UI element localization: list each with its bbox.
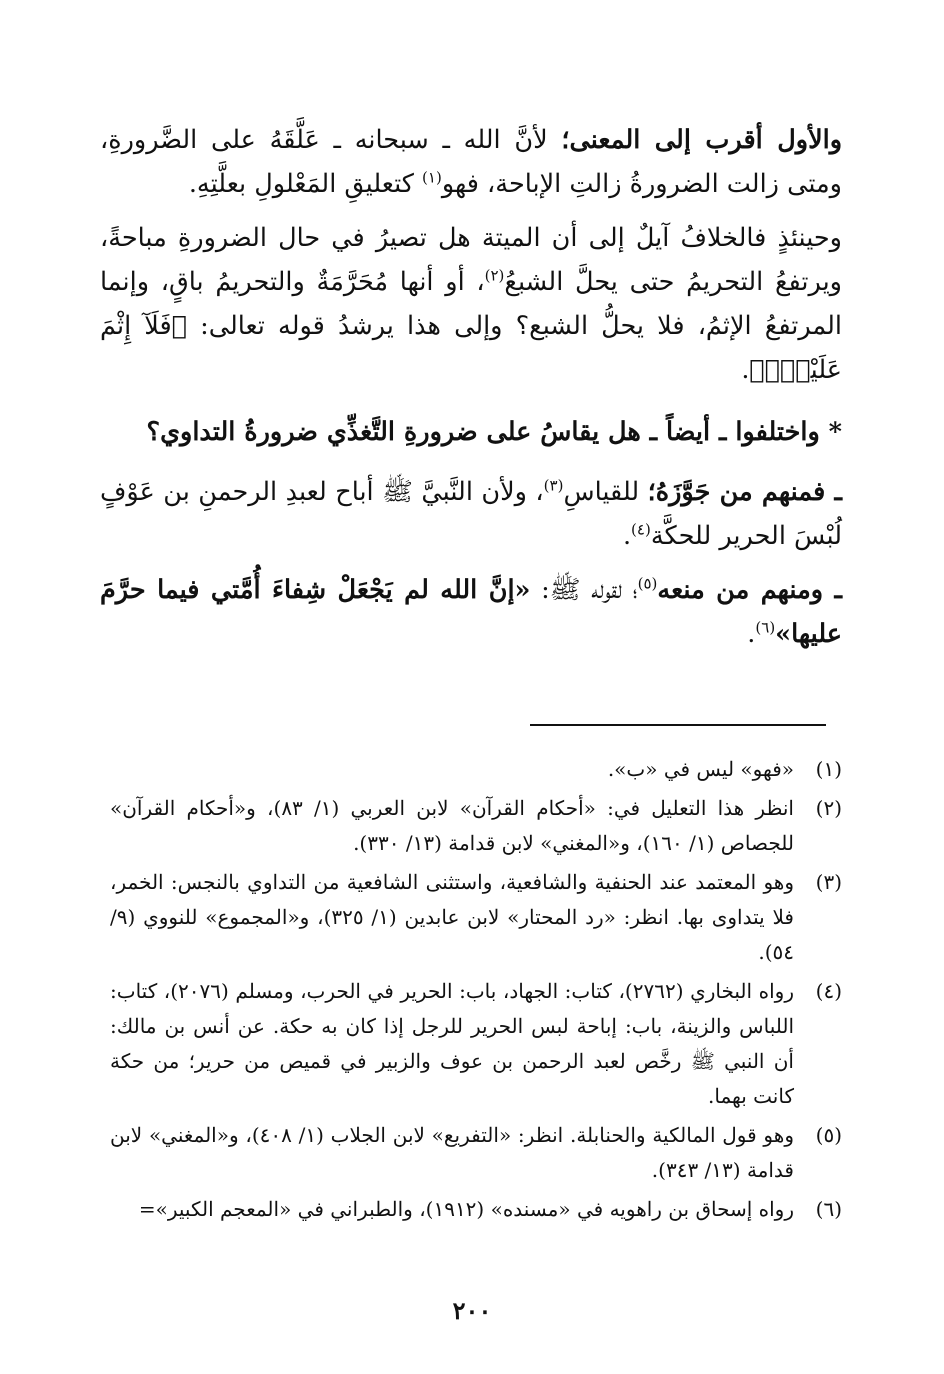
footnote-text: وهو المعتمد عند الحنفية والشافعية، واستثنى الشافعية من التداوي بالنجس: الخمر، فلا يتداوى بها. انظر: «رد المحتار» لابن عابدين (١/ ٣٢٥)، و«المجموع» للنووي (٩/ ٥٤). (110, 870, 794, 964)
footnote-item (110, 865, 842, 970)
footnote-item (110, 1118, 842, 1188)
footnote-ref-1[interactable]: (١) (422, 168, 442, 187)
footnote-text: «فهو» ليس في «ب». (607, 757, 794, 781)
footnote-ref-6[interactable]: (٦) (755, 618, 776, 637)
main-text (100, 118, 842, 666)
paragraph-1 (100, 118, 842, 206)
footnotes (110, 752, 842, 1231)
footnote-number: (١) (815, 757, 842, 781)
footnote-item (110, 1192, 842, 1227)
paragraph-4-text: ؛ لقوله ﷺ: (541, 575, 638, 605)
footnote-text: وهو قول المالكية والحنابلة. انظر: «التفريع» لابن الجلاب (١/ ٤٠٨)، و«المغني» لابن قدامة (١٣/ ٣٤٣). (110, 1123, 794, 1182)
paragraph-4-end: . (747, 619, 756, 649)
footnote-separator (530, 724, 826, 726)
paragraph-1-end: كتعليقِ المَعْلولِ بعلَّتِهِ. (188, 169, 414, 199)
hadith-quote: «إنَّ الله لم يَجْعَلْ شِفاءَ أُمَّتي فيما حرَّمَ عليها» (100, 575, 842, 649)
footnote-number: (٥) (815, 1123, 842, 1147)
paragraph-3-lead: ـ فمنهم من جَوَّزَهُ؛ (647, 477, 842, 507)
section-heading: * واختلفوا ـ أيضاً ـ هل يقاسُ على ضرورةِ التَّغذِّي ضرورةُ التداوي؟ (146, 417, 842, 447)
paragraph-1-lead: والأول أقرب إلى المعنى؛ (561, 125, 843, 155)
paragraph-2-end: ، أو أنها مُحَرَّمَةٌ والتحريمُ باقٍ، وإنما المرتفعُ الإثمُ، فلا يحلُّ الشبع؟ وإلى هذا يرشدُ قوله تعالى: ﴿فَلَآ إِثْمَ عَلَيْهِۚ﴾. (100, 267, 842, 385)
paragraph-2-text: وحينئذٍ فالخلافُ آيلٌ إلى أن الميتة هل تصيرُ في حال الضرورةِ مباحةً، ويرتفعُ التحريمُ حتى يحلَّ الشبعُ (100, 223, 842, 297)
footnote-item (110, 791, 842, 861)
footnote-text: انظر هذا التعليل في: «أحكام القرآن» لابن العربي (١/ ٨٣)، و«أحكام القرآن» للجصاص (١/ ١٦٠)، و«المغني» لابن قدامة (١٣/ ٣٣٠). (110, 796, 794, 855)
footnote-item (110, 752, 842, 787)
footnote-item (110, 974, 842, 1114)
paragraph-4 (100, 568, 842, 656)
paragraph-3-text: للقياسِ (563, 477, 640, 507)
footnote-number: (٢) (815, 796, 842, 820)
page-number: ٢٠٠ (452, 1296, 492, 1325)
footnote-ref-2[interactable]: (٢) (484, 266, 505, 285)
paragraph-3-mid: ، ولأن النَّبيَّ ﷺ أباح لعبدِ الرحمنِ بن عَوْفٍ لُبْسَ الحرير للحكَّة (100, 477, 842, 551)
footnote-number: (٤) (815, 979, 842, 1003)
footnote-text: رواه إسحاق بن راهويه في «مسنده» (١٩١٢)، والطبراني في «المعجم الكبير»= (138, 1197, 794, 1221)
paragraph-3 (100, 470, 842, 558)
footnote-ref-3[interactable]: (٣) (543, 476, 564, 495)
paragraph-1-text: لأنَّ الله ـ سبحانه ـ عَلَّقَهُ على الضَّرورةِ، ومتى زالت الضرورةُ زالتِ الإباحة، فهو (100, 125, 842, 199)
footnote-text: رواه البخاري (٢٧٦٢)، كتاب: الجهاد، باب: الحرير في الحرب، ومسلم (٢٠٧٦)، كتاب: اللباس والزينة، باب: إباحة لبس الحرير للرجل إذا كان به حكة. عن أنس بن مالك: أن النبي ﷺ رخَّص لعبد الرحمن بن عوف والزبير في قميص من حرير؛ من حكة كانت بهما. (110, 979, 794, 1108)
paragraph-2 (100, 216, 842, 392)
footnote-ref-4[interactable]: (٤) (631, 520, 651, 539)
paragraph-4-lead: ـ ومنهم من منعه (657, 575, 842, 605)
footnote-number: (٣) (815, 870, 842, 894)
footnote-ref-5[interactable]: (٥) (637, 574, 658, 593)
paragraph-3-end: . (622, 521, 632, 551)
footnote-number: (٦) (815, 1197, 842, 1221)
